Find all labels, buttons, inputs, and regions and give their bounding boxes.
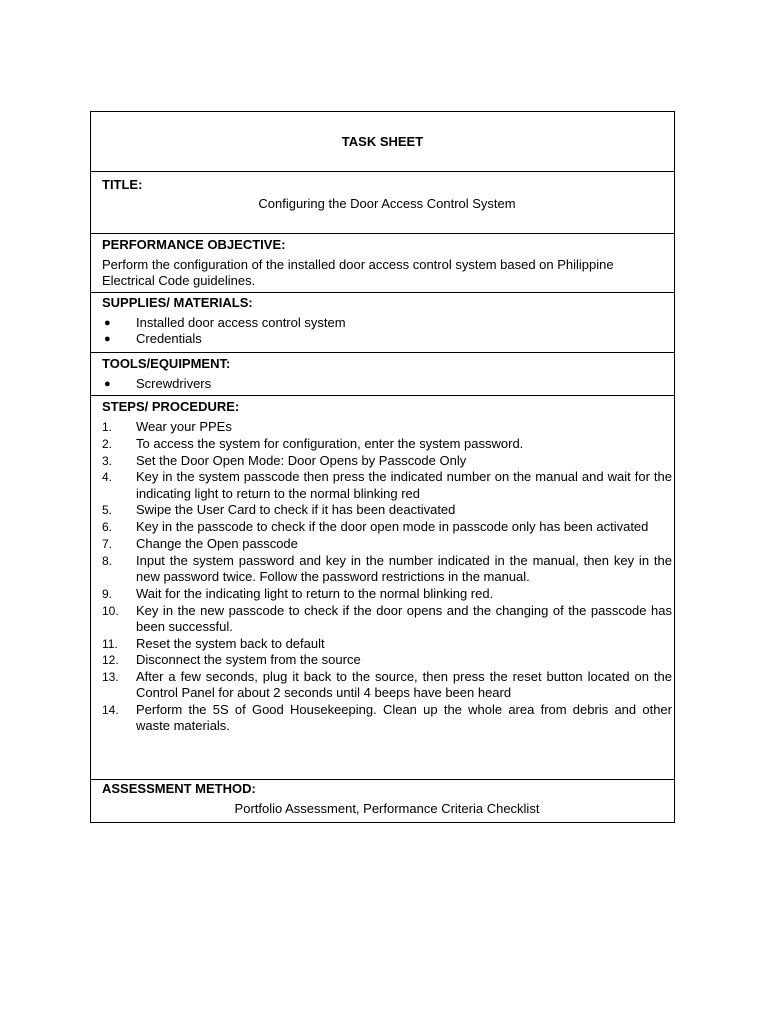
step-item [102, 436, 672, 452]
step-number: 3. [102, 453, 113, 468]
task-sheet-table [90, 111, 675, 823]
assessment-section [91, 780, 674, 822]
assessment-value: Portfolio Assessment, Performance Criteria Checklist [234, 801, 540, 816]
step-item [102, 586, 672, 602]
step-number: 4. [102, 470, 113, 485]
step-item [102, 536, 672, 552]
title-section [91, 172, 674, 234]
step-number: 2. [102, 436, 113, 451]
steps-section [91, 396, 674, 780]
step-item [102, 652, 672, 668]
step-number: 6. [102, 520, 113, 535]
performance-objective-label: PERFORMANCE OBJECTIVE: [102, 237, 286, 252]
list-item [102, 331, 672, 347]
supplies-label: SUPPLIES/ MATERIALS: [102, 295, 253, 310]
step-text: Disconnect the system from the source [136, 652, 361, 668]
step-item [102, 502, 672, 518]
tool-item-text: Screwdrivers [136, 376, 212, 391]
step-number: 14. [102, 703, 119, 718]
step-text: To access the system for configuration, enter the system password. [136, 435, 524, 451]
step-item [102, 419, 672, 435]
performance-objective-section [91, 234, 674, 293]
step-item [102, 603, 672, 635]
step-text: Set the Door Open Mode: Door Opens by Passcode Only [136, 452, 467, 468]
task-sheet-header [91, 112, 674, 172]
supply-item-text: Credentials [136, 331, 202, 346]
step-item [102, 469, 672, 501]
supplies-list [102, 315, 672, 347]
steps-list [102, 419, 672, 735]
step-number: 5. [102, 503, 113, 518]
bullet-icon: ● [104, 333, 111, 345]
step-text: Perform the 5S of Good Housekeeping. Clean up the whole area from debris and other waste materials. [136, 702, 672, 734]
step-number: 10. [102, 603, 119, 618]
step-number: 11. [102, 636, 118, 651]
step-number: 12. [102, 653, 119, 668]
step-item [102, 636, 672, 652]
step-text: Reset the system back to default [136, 635, 325, 651]
step-item [102, 669, 672, 701]
step-number: 8. [102, 553, 113, 568]
step-text: Key in the system passcode then press the indicated number on the manual and wait for the indicating light to return to the normal blinking red [136, 469, 672, 501]
step-item [102, 702, 672, 734]
step-text: Swipe the User Card to check if it has been deactivated [136, 502, 456, 518]
title-label: TITLE: [102, 177, 143, 192]
step-number: 1. [102, 420, 113, 434]
step-number: 9. [102, 586, 113, 601]
assessment-label: ASSESSMENT METHOD: [102, 781, 256, 796]
supply-item-text: Installed door access control system [136, 315, 346, 330]
step-number: 13. [102, 670, 119, 685]
supplies-section [91, 293, 674, 353]
step-text: Input the system password and key in the number indicated in the manual, then key in the new password twice. Follow the password restrictions in the manual. [136, 552, 672, 584]
step-number: 7. [102, 536, 113, 551]
tools-label: TOOLS/EQUIPMENT: [102, 356, 231, 371]
performance-objective-text: Perform the configuration of the installed door access control system based on Philippine Electrical Code guidelines. [102, 257, 614, 288]
step-text: Key in the passcode to check if the door open mode in passcode only has been activated [136, 519, 649, 535]
step-text: Wear your PPEs [136, 419, 232, 434]
steps-label: STEPS/ PROCEDURE: [102, 399, 240, 414]
step-text: Key in the new passcode to check if the door opens and the changing of the passcode has been successful. [136, 602, 672, 634]
step-text: Wait for the indicating light to return to the normal blinking red. [136, 585, 494, 601]
step-text: After a few seconds, plug it back to the source, then press the reset button located on the Control Panel for about 2 seconds until 4 beeps have been heard [136, 669, 672, 701]
step-text: Change the Open passcode [136, 535, 298, 551]
list-item [102, 376, 672, 392]
tools-list [102, 376, 672, 392]
bullet-icon: ● [104, 317, 111, 329]
list-item [102, 315, 672, 331]
step-item [102, 453, 672, 469]
task-sheet-heading: TASK SHEET [341, 134, 424, 149]
bullet-icon: ● [104, 378, 111, 390]
step-item [102, 519, 672, 535]
tools-section [91, 353, 674, 396]
step-item [102, 553, 672, 585]
title-value: Configuring the Door Access Control System [258, 196, 516, 211]
